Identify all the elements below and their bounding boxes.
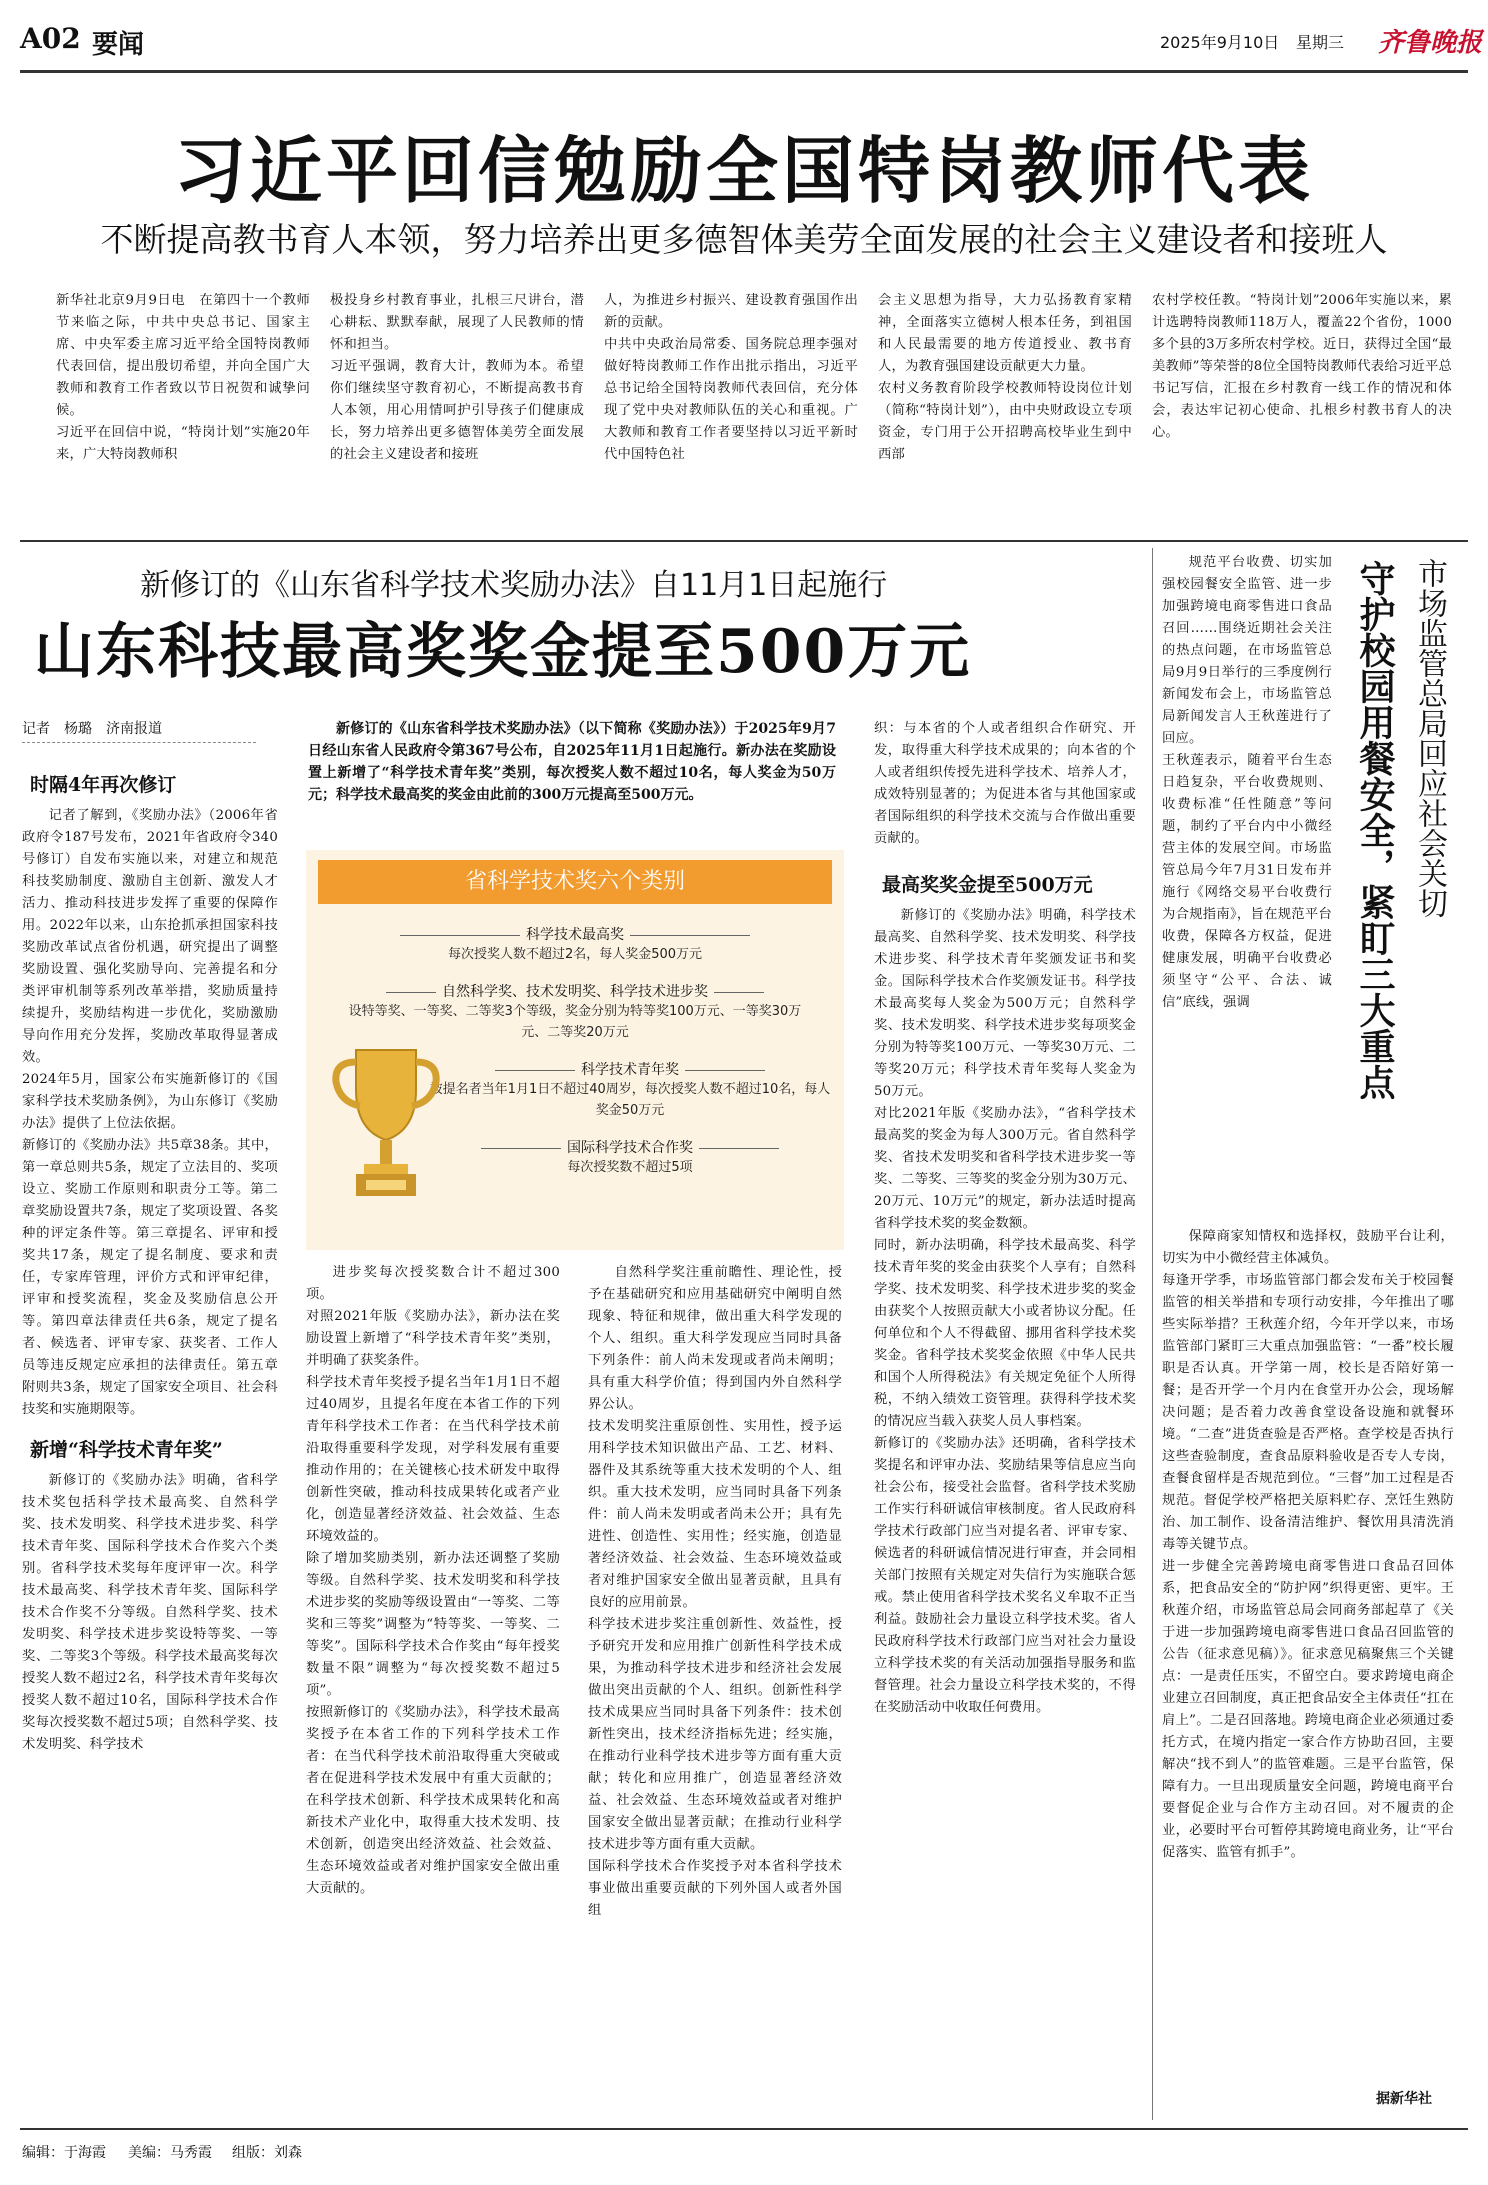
lead-column-3: 人，为推进乡村振兴、建设教育强国作出新的贡献。 中共中央政治局常委、国务院总理李强对做好特岗教师工作作出批示指出，习近平总书记给全国特岗教师代表回信，充分体现了党中央对教师队伍的关心和重视。广大教师和教育工作者要坚持以习近平新时代中国特色社 (604, 293, 858, 462)
issue-date: 2025年9月10日 (1160, 33, 1280, 52)
award-name: 科学技术最高奖 (526, 927, 624, 943)
lead-column-1: 新华社北京9月9日电 在第四十一个教师节来临之际，中共中央总书记、国家主席、中央军委主席习近平给全国特岗教师代表回信，提出殷切希望，并向全国广大教师和教育工作者致以节日祝贺和诚挚问候。 习近平在回信中说，“特岗计划”实施20年来，广大特岗教师积 (56, 293, 310, 462)
science-column-2: 进步奖每次授奖数合计不超过300项。 对照2021年版《奖励办法》，新办法在奖励设置上新增了“科学技术青年奖”类别，并明确了获奖条件。 科学技术青年奖授予提名当年1月1日不超过40周岁，且提名年度在本省工作的下列青年科学技术工作者：在当代科学技术前沿取得重要科学发现，对学科发展有重要推动作用的；在关键核心技术研发中取得创新性突破，推动科技成果转化或者产业化，创造显著经济效益、社会效益、生态环境效益的。 除了增加奖励类别，新办法还调整了奖励等级。自然科学奖、技术发明奖和科学技术进步奖的奖励等级设置由“一等奖、二等奖和三等奖”调整为“特等奖、一等奖、二等奖”。国际科学技术合作奖由“每年授奖数量不限”调整为“每次授奖数不超过5项”。 按照新修订的《奖励办法》，科学技术最高奖授予在本省工作的下列科学技术工作者：在当代科学技术前沿取得重大突破或者在促进科学技术发展中有重大贡献的；在科学技术创新、科学技术成果转化和高新技术产业化中，取得重大技术发明、技术创新，创造突出经济效益、社会效益、生态环境效益或者对维护国家安全做出重大贡献的。 (306, 1265, 560, 1896)
subhead-revision: 时隔4年再次修订 (30, 774, 177, 796)
award-desc: 每次授奖数不超过5项 (567, 1160, 693, 1175)
science-headline: 山东科技最高奖奖金提至500万元 (34, 617, 972, 687)
awards-title-bar: 省科学技术奖六个类别 (318, 860, 832, 904)
award-desc: 每次授奖人数不超过2名，每人奖金500万元 (447, 947, 703, 962)
market-lower-text: 保障商家知情权和选择权，鼓励平台让利，切实为中小微经营主体减负。 每逢开学季，市场监管部门都会发布关于校园餐监管的相关举措和专项行动安排，今年推出了哪些实际举措？王秋莲介绍，今年开学以来，市场监管部门紧盯三大重点加强监管：“一番”校长履职是否认真。开学第一周，校长是否陪好第一餐；是否开学一个月内在食堂开办公会，现场解决问题；是否着力改善食堂设备设施和就餐环境。“二查”进货查验是否严格。查学校是否执行这些查验制度，查食品原料验收是否专人专岗，查餐食留样是否规范到位。“三督”加工过程是否规范。督促学校严格把关原料贮存、烹饪生熟防治、加工制作、设备清洁维护、餐饮用具清洗消毒等关键节点。 进一步健全完善跨境电商零售进口食品召回体系，把食品安全的“防护网”织得更密、更牢。王秋莲介绍，市场监管总局会同商务部起草了《关于进一步加强跨境电商零售进口食品召回监管的公告（征求意见稿）》。征求意见稿聚焦三个关键点：一是责任压实，不留空白。要求跨境电商企业建立召回制度，真正把食品安全主体责任“扛在肩上”。二是召回落地。跨境电商企业必须通过委托方式，在境内指定一家合作方协助召回，主要解决“找不到人”的监管难题。三是平台监管，保障有力。一旦出现质量安全问题，跨境电商平台要督促企业与合作方主动召回。对不履责的企业，必要时平台可暂停其跨境电商业务，让“平台促落实、监管有抓手”。 (1162, 1229, 1454, 1860)
science-column-1-text-a: 记者了解到，《奖励办法》（2006年省政府令187号发布，2021年省政府令340号修订）自发布实施以来，对建立和规范科技奖励制度、激励自主创新、激发人才活力、推动科技进步发挥了重要的保障作用。2022年以来，山东抢抓承担国家科技奖励改革试点省份机遇，研究提出了调整奖励设置、强化奖励导向、完善提名和分类评审机制等系列改革举措，奖励质量持续提升，奖励结构进一步优化，奖励激励导向作用充分发挥，奖励改革取得显著成效。 2024年5月，国家公布实施新修订的《国家科学技术奖励条例》，为山东修订《奖励办法》提供了上位法依据。 新修订的《奖励办法》共5章38条。其中，第一章总则共5条，规定了立法目的、奖项设立、奖励工作原则和职责分工等。第二章奖励设置共7条，规定了奖项设置、各奖种的评定条件等。第三章提名、评审和授奖共17条，规定了提名制度、要求和责任，专家库管理，评价方式和评审纪律，评审和授奖流程，奖金及奖励信息公开等。第四章法律责任共6条，规定了提名者、候选者、评审专家、获奖者、工作人员等违反规定应承担的法律责任。第五章附则共3条，规定了国家安全项目、社会科技奖和实施期限等。 (22, 808, 278, 1417)
market-kicker: 市场监管总局回应社会关切 (1412, 558, 1447, 918)
lead-column-4: 会主义思想为指导，大力弘扬教育家精神，全面落实立德树人根本任务，到祖国和人民最需要的地方传道授业、教书育人，为教育强国建设贡献更大力量。 农村义务教育阶段学校教师特设岗位计划（简称“特岗计划”），由中央财政设立专项资金，专门用于公开招聘高校毕业生到中西部 (878, 293, 1132, 462)
paper-logo: 齐鲁晚报 (1378, 28, 1483, 58)
lead-subhead: 不断提高教书育人本领，努力培养出更多德智体美劳全面发展的社会主义建设者和接班人 (100, 220, 1388, 259)
market-headline: 守护校园用餐安全，紧盯三大重点 (1354, 560, 1396, 1100)
award-item-top (306, 924, 844, 965)
science-column-4 (874, 718, 1136, 1719)
awards-infographic (306, 850, 844, 1250)
science-column-4-text-a: 织：与本省的个人或者组织合作研究、开发，取得重大科学技术成果的；向本省的个人或者组织传授先进科学技术、培养人才，成效特别显著的；为促进本省与其他国家或者国际组织的科学技术交流与合作做出重要贡献的。 (874, 721, 1136, 846)
page-number: A02 (20, 22, 81, 55)
footer-art: 美编：马秀霞 (128, 2145, 212, 2161)
science-byline: 记者 杨璐 济南报道 (22, 721, 162, 737)
byline-rule (22, 742, 256, 743)
lead-column-2: 极投身乡村教育事业，扎根三尺讲台，潜心耕耘、默默奉献，展现了人民教师的情怀和担当。 习近平强调，教育大计，教师为本。希望你们继续坚守教育初心，不断提高教书育人本领，用心用情呵护引导孩子们健康成长，努力培养出更多德智体美劳全面发展的社会主义建设者和接班 (330, 293, 584, 462)
market-source: 据新华社 (1376, 2091, 1432, 2107)
award-desc: 设特等奖、一等奖、二等奖3个等级，奖金分别为特等奖100万元、一等奖30万元、二等奖20万元 (348, 1004, 802, 1040)
market-upper-text: 规范平台收费、切实加强校园餐安全监管、进一步加强跨境电商零售进口食品召回……围绕近期社会关注的热点问题，在市场监管总局9月9日举行的三季度例行新闻发布会上，市场监管总局新闻发言人王秋莲进行了回应。 王秋莲表示，随着平台生态日趋复杂，平台收费规则、收费标准“任性随意”等问题，制约了平台内中小微经营主体的发展空间。市场监管总局今年7月31日发布并施行《网络交易平台收费行为合规指南》，旨在规范平台收费，保障各方权益，促进健康发展，明确平台收费必须坚守“公平、合法、诚信”底线，强调 (1162, 555, 1332, 1010)
science-kicker: 新修订的《山东省科学技术奖励办法》自11月1日起施行 (140, 568, 888, 603)
science-column-3: 自然科学奖注重前瞻性、理论性，授予在基础研究和应用基础研究中阐明自然现象、特征和规律，做出重大科学发现的个人、组织。重大科学发现应当同时具备下列条件：前人尚未发现或者尚未阐明；具有重大科学价值；得到国内外自然科学界公认。 技术发明奖注重原创性、实用性，授予运用科学技术知识做出产品、工艺、材料、器件及其系统等重大技术发明的个人、组织。重大技术发明，应当同时具备下列条件：前人尚未发明或者尚未公开；具有先进性、创造性、实用性；经实施，创造显著经济效益、社会效益、生态环境效益或者对维护国家安全做出显著贡献，且具有良好的应用前景。 科学技术进步奖注重创新性、效益性，授予研究开发和应用推广创新性科学技术成果，为推动科学技术进步和经济社会发展做出突出贡献的个人、组织。创新性科学技术成果应当同时具备下列条件：技术创新性突出，技术经济指标先进；经实施，在推动行业科学技术进步等方面有重大贡献；转化和应用推广，创造显著经济效益、社会效益、生态环境效益或者对维护国家安全做出显著贡献；在推动行业科学技术进步等方面有重大贡献。 国际科学技术合作奖授予对本省科学技术事业做出重要贡献的下列外国人或者外国组 (588, 1265, 842, 1918)
right-column-rule (1152, 548, 1153, 2120)
award-name: 科学技术青年奖 (581, 1062, 679, 1078)
subhead-top-prize: 最高奖奖金提至500万元 (882, 874, 1093, 896)
science-column-1 (22, 756, 278, 1756)
award-desc: 被提名者当年1月1日不超过40周岁，每次授奖人数不超过10名，每人奖金50万元 (429, 1082, 831, 1118)
science-column-4-text-b: 新修订的《奖励办法》明确，科学技术最高奖、自然科学奖、技术发明奖、科学技术进步奖、科学技术青年奖颁发证书和奖金。国际科学技术合作奖颁发证书。科学技术最高奖每人奖金为500万元；自然科学奖、技术发明奖、科学技术进步奖每项奖金分别为特等奖100万元、一等奖30万元、二等奖20万元；科学技术青年奖每人奖金为50万元。 对比2021年版《奖励办法》，“省科学技术最高奖的奖金为每人300万元。省自然科学奖、省技术发明奖和省科学技术进步奖一等奖、二等奖、三等奖的奖金分别为30万元、20万元、10万元”的规定，新办法适时提高省科学技术奖的奖金数额。 同时，新办法明确，科学技术最高奖、科学技术青年奖的奖金由获奖个人享有；自然科学奖、技术发明奖、科学技术进步奖的奖金由获奖个人按照贡献大小或者协议分配。任何单位和个人不得截留、挪用省科学技术奖奖金。省科学技术奖奖金依照《中华人民共和国个人所得税法》有关规定免征个人所得税，不纳入绩效工资管理。获得科学技术奖的情况应当载入获奖人员人事档案。 新修订的《奖励办法》还明确，省科学技术奖提名和评审办法、奖励结果等信息应当向社会公布，接受社会监督。省科学技术奖励工作实行科研诚信审核制度。省人民政府科学技术行政部门应当对提名者、评审专家、候选者的科研诚信情况进行审查，并会同相关部门按照有关规定对失信行为实施联合惩戒。禁止使用省科学技术奖名义牟取不正当利益。鼓励社会力量设立科学技术奖。省人民政府科学技术行政部门应当对社会力量设立科学技术奖的有关活动加强指导服务和监督管理。社会力量设立科学技术奖的，不得在奖励活动中收取任何费用。 (874, 908, 1136, 1715)
lead-headline: 习近平回信勉励全国特岗教师代表 (173, 128, 1314, 213)
footer-rule (20, 2128, 1468, 2130)
science-intro: 新修订的《山东省科学技术奖励办法》（以下简称《奖励办法》）于2025年9月7日经山东省人民政府令第367号公布，自2025年11月1日起施行。新办法在奖励设置上新增了“科学技术青年奖”类别，每次授奖人数不超过10名，每人奖金为50万元；科学技术最高奖的奖金由此前的300万元提高至500万元。 (308, 721, 836, 803)
lead-bottom-rule (20, 540, 1468, 542)
award-item-tiered (306, 981, 844, 1043)
subhead-youth-award: 新增“科学技术青年奖” (30, 1439, 223, 1461)
award-name: 国际科学技术合作奖 (567, 1140, 693, 1156)
section-name: 要闻 (92, 30, 145, 60)
lead-column-5: 农村学校任教。“特岗计划”2006年实施以来，累计选聘特岗教师118万人，覆盖22个省份，1000多个县的3万多所农村学校。近日，获得过全国“最美教师”等荣誉的8位全国特岗教师代表给习近平总书记写信，汇报在乡村教育一线工作的情况和体会，表达牢记初心使命、扎根乡村教书育人的决心。 (1152, 293, 1452, 440)
trophy-icon (326, 1040, 446, 1210)
footer-editor: 编辑：于海霞 (22, 2145, 106, 2161)
science-column-1-text-b: 新修订的《奖励办法》明确，省科学技术奖包括科学技术最高奖、自然科学奖、技术发明奖、科学技术进步奖、科学技术青年奖、国际科学技术合作奖六个类别。省科学技术奖每年度评审一次。科学技术最高奖、科学技术青年奖、国际科学技术合作奖不分等级。自然科学奖、技术发明奖、科学技术进步奖设特等奖、一等奖、二等奖3个等级。科学技术最高奖每次授奖人数不超过2名，科学技术青年奖每次授奖人数不超过10名，国际科学技术合作奖每次授奖数不超过5项；自然科学奖、技术发明奖、科学技术 (22, 1473, 278, 1752)
footer-layout: 组版：刘森 (232, 2145, 302, 2161)
issue-weekday: 星期三 (1296, 33, 1345, 52)
masthead-rule (20, 70, 1468, 73)
award-name: 自然科学奖、技术发明奖、科学技术进步奖 (442, 984, 708, 1000)
